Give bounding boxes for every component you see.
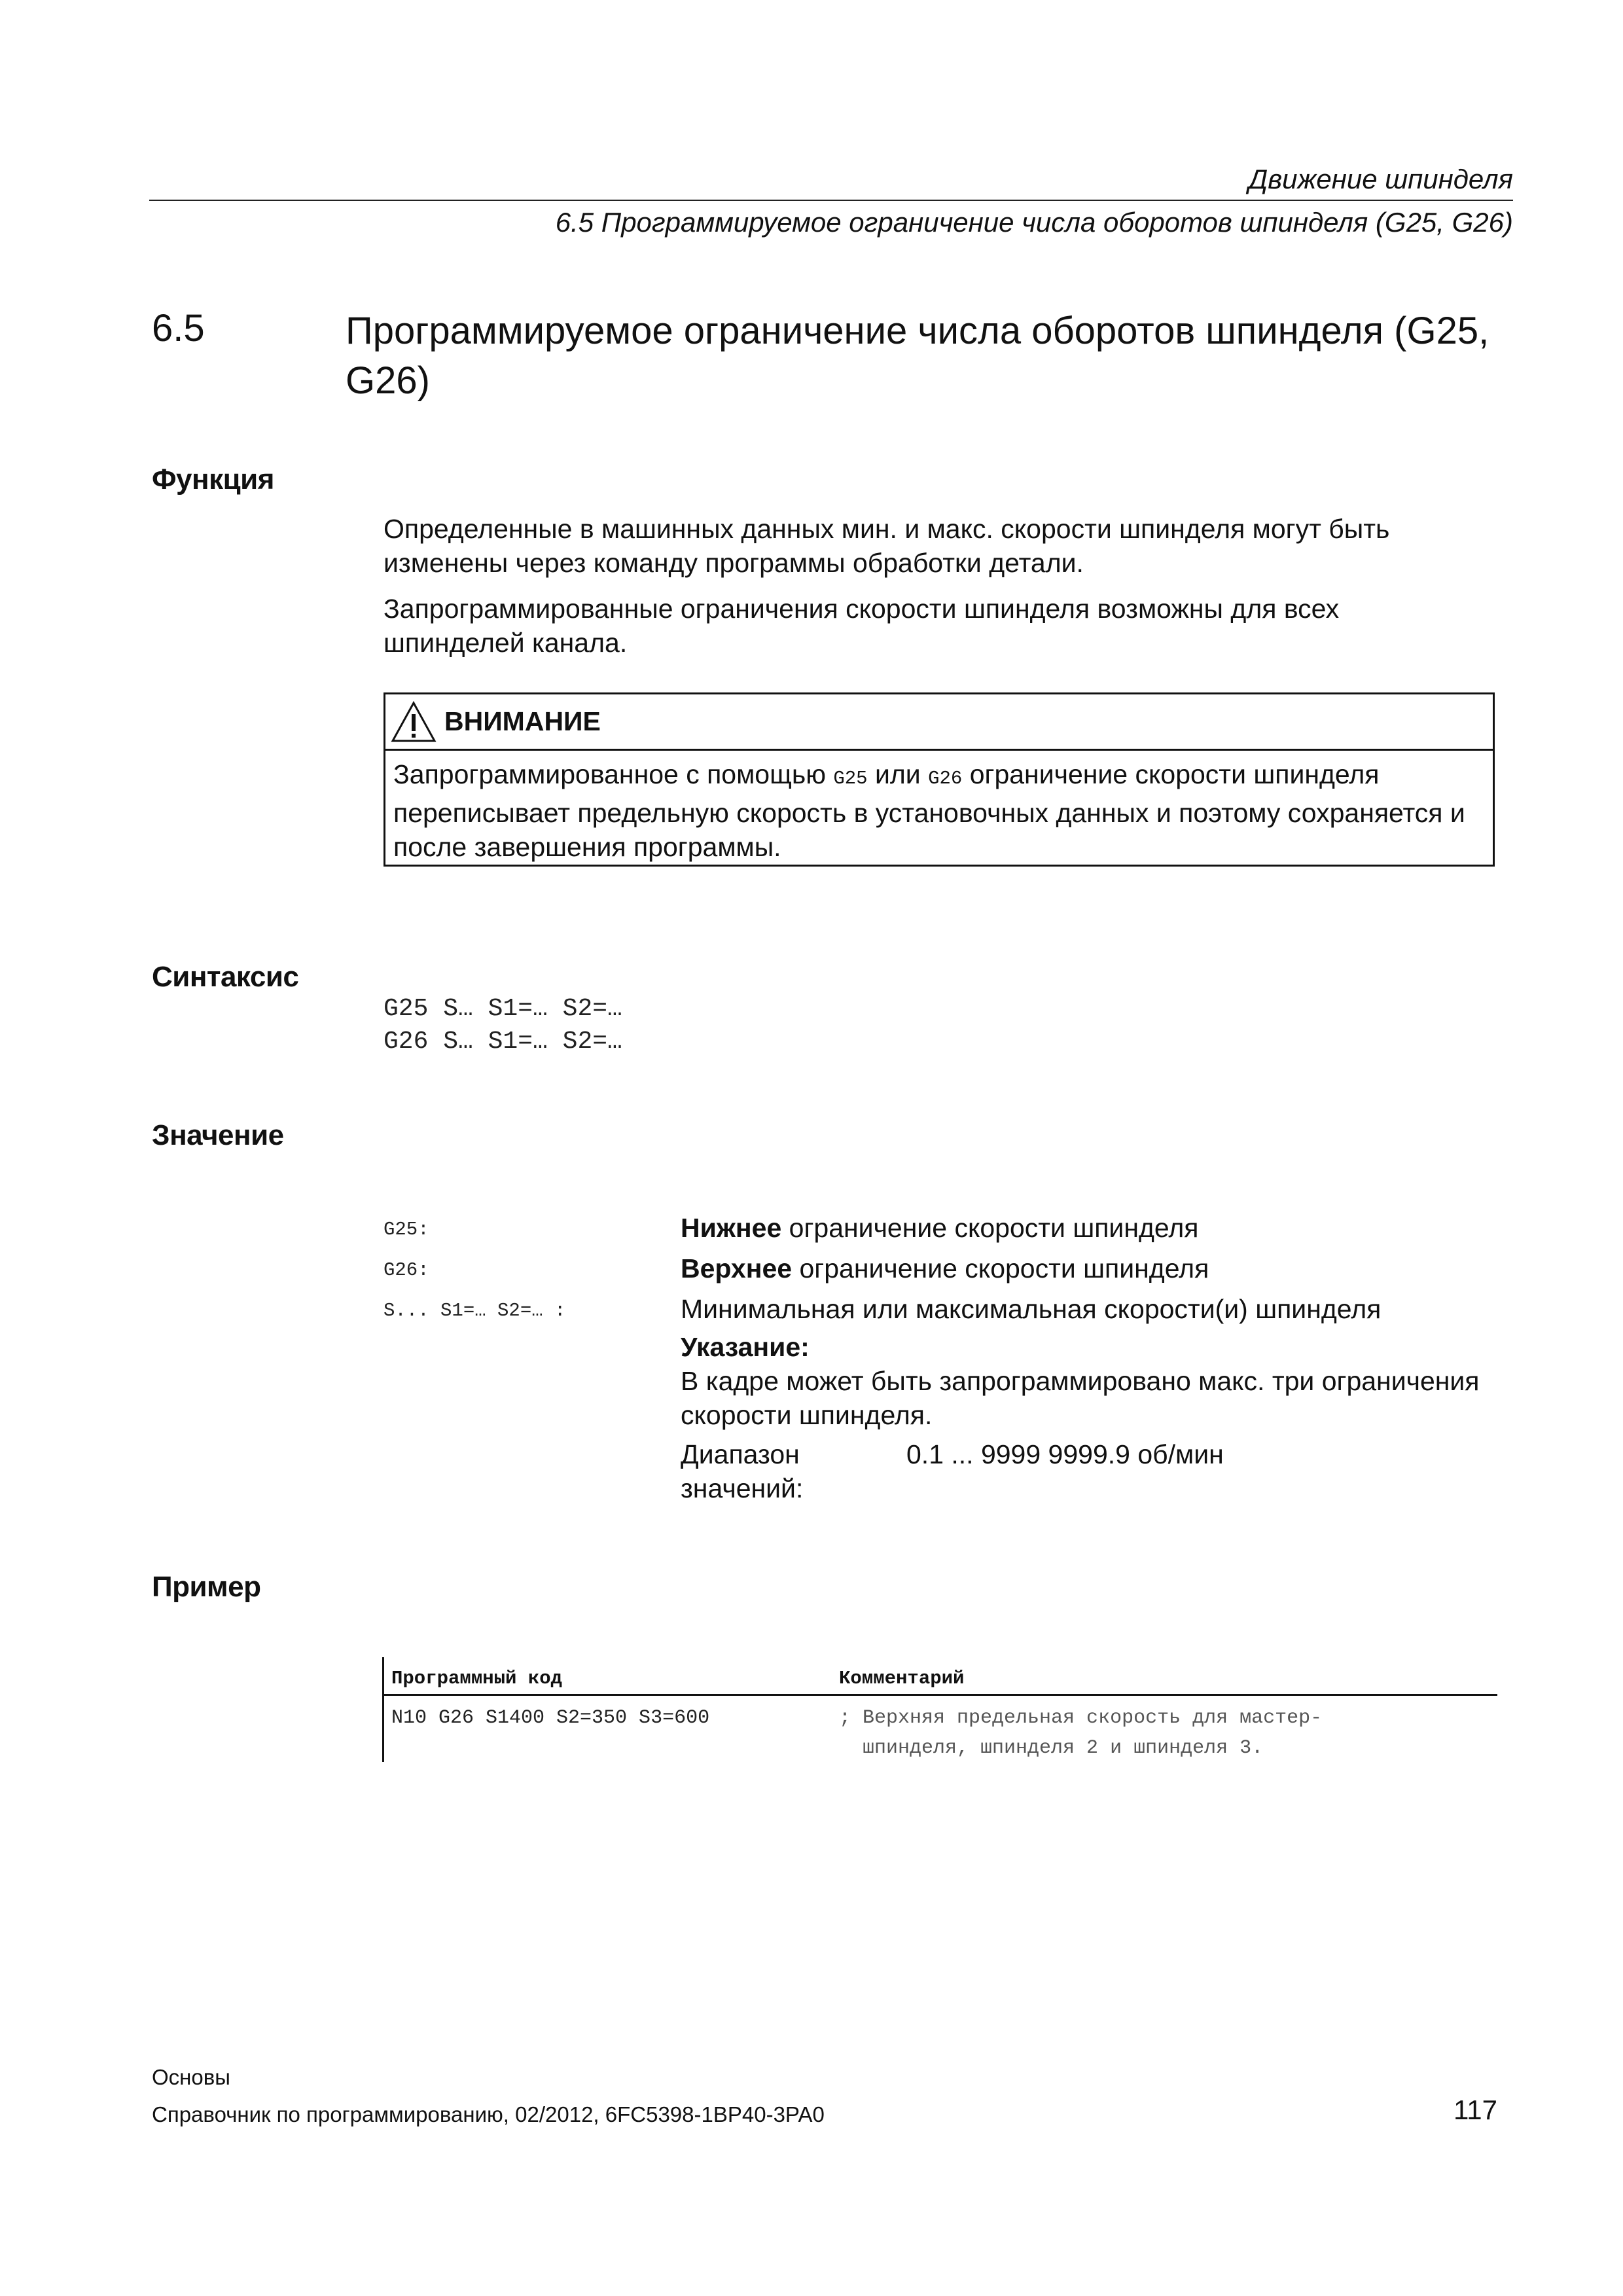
- term-s-values: S... S1=… S2=… :: [383, 1300, 566, 1321]
- example-heading: Пример: [152, 1571, 261, 1603]
- desc-g25-text: ограничение скорости шпинделя: [781, 1213, 1199, 1243]
- running-header-section: 6.5 Программируемое ограничение числа оборотов шпинделя (G25, G26): [555, 207, 1513, 238]
- section-title: Программируемое ограничение числа оборотов шпинделя (G25, G26): [346, 310, 1489, 402]
- desc-g26: [681, 1251, 1209, 1285]
- example-code-line: N10 G26 S1400 S2=350 S3=600: [391, 1707, 710, 1729]
- function-paragraph-1: Определенные в машинных данных мин. и макс. скорости шпинделя могут быть изменены через команду программы обработки детали.: [383, 514, 1390, 578]
- note-label: Указание:: [681, 1332, 810, 1362]
- warning-label: ВНИМАНИЕ: [444, 706, 601, 736]
- warning-triangle-icon: [391, 701, 437, 743]
- desc-g25-bold: Нижнее: [681, 1213, 782, 1243]
- note-text: В кадре может быть запрограммировано макс. три ограничения скорости шпинделя.: [681, 1366, 1480, 1430]
- term-g26: G26:: [383, 1259, 429, 1281]
- range-label: Диапазон значений:: [681, 1439, 804, 1503]
- function-heading: Функция: [152, 463, 274, 495]
- desc-g26-text: ограничение скорости шпинделя: [792, 1253, 1209, 1283]
- meaning-heading: Значение: [152, 1119, 284, 1151]
- warning-text-part: ограничение скорости шпинделя переписывает предельную скорость в установочных данных и поэтому сохраняется и после завершения программы.: [393, 759, 1465, 862]
- desc-s-values: Минимальная или максимальная скорости(и) шпинделя: [681, 1294, 1382, 1324]
- example-table-left-border: [382, 1657, 384, 1762]
- term-g25: G25:: [383, 1219, 429, 1240]
- warning-box: [383, 692, 1495, 867]
- example-comment-line-2: шпинделя, шпинделя 2 и шпинделя 3.: [839, 1737, 1264, 1759]
- footer-product: Основы: [152, 2065, 230, 2089]
- warning-text-part: или: [867, 759, 929, 789]
- warning-text: [393, 757, 1486, 864]
- page-number: 117: [1454, 2094, 1497, 2125]
- syntax-line-1: G25 S… S1=… S2=…: [383, 995, 622, 1023]
- warning-text-part: Запрограммированное с помощью: [393, 759, 834, 789]
- footer-manual-info: Справочник по программированию, 02/2012, 6FC5398-1BP40-3PA0: [152, 2102, 825, 2126]
- example-table-header-rule: [383, 1694, 1497, 1696]
- syntax-heading: Синтаксис: [152, 961, 299, 993]
- warning-header: [385, 694, 1493, 751]
- header-rule: [149, 200, 1513, 201]
- range-value: 0.1 ... 9999 9999.9 об/мин: [906, 1439, 1224, 1469]
- example-col-code: Программный код: [391, 1668, 563, 1689]
- section-number: 6.5: [152, 307, 205, 350]
- example-comment-line-1: ; Верхняя предельная скорость для мастер-: [839, 1707, 1323, 1729]
- desc-g26-bold: Верхнее: [681, 1253, 793, 1283]
- example-col-comment: Комментарий: [839, 1668, 965, 1689]
- syntax-line-2: G26 S… S1=… S2=…: [383, 1028, 622, 1056]
- warning-code-g26: G26: [928, 768, 963, 789]
- warning-code-g25: G25: [833, 768, 868, 789]
- running-header-title: Движение шпинделя: [1248, 164, 1513, 194]
- function-paragraph-2: Запрограммированные ограничения скорости шпинделя возможны для всех шпинделей канала.: [383, 594, 1340, 658]
- desc-g25: [681, 1211, 1198, 1245]
